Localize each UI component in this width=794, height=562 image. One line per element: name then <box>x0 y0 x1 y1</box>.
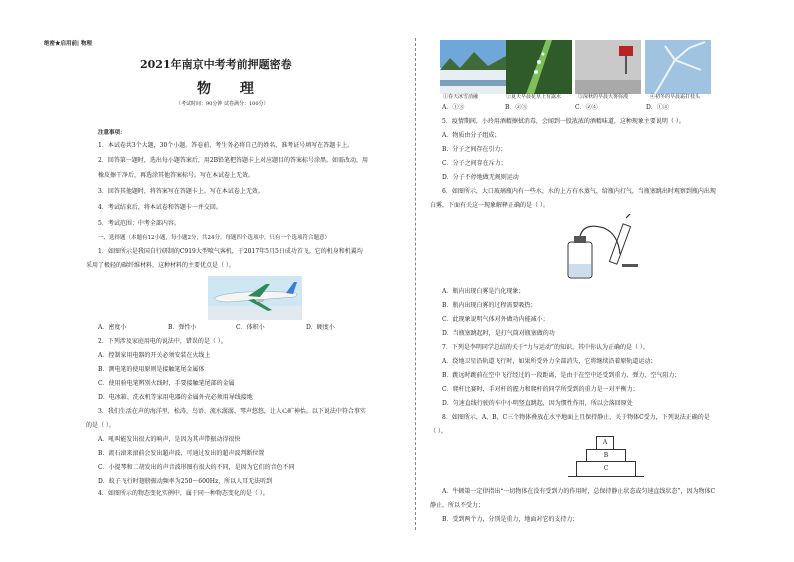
notes-title: 注意事项： <box>98 130 126 136</box>
question-line: B．瓶内出现白雾的过程需要吸热； <box>442 302 537 309</box>
question-line: 3．我们生活在声的海洋里，松涛、鸟语、流水潺潺、琴声悠悠，让人心旷神怡。以下说法中符合事实 <box>98 408 366 415</box>
question-line: 5．疫情期间，小玲用酒精擦拭消毒，会闻到一股浓浓的酒精味道，这种现象主要说明（ ）。 <box>442 118 685 125</box>
question-line: （ ）。 <box>430 428 447 435</box>
question-line: A．控制家用电器的开关必须安装在火线上 <box>98 352 211 359</box>
question-line: C．小提琴和二胡发出的声音波形图有很大的不同，是因为它们的音色不同 <box>98 464 295 471</box>
photo-caption: ④初冬的早晨霜打枝头 <box>650 94 701 100</box>
question-line: B．流石滚来滚前会发出超声波，可通过发出的超声波判断位置 <box>98 450 265 457</box>
photo-caption: ①春天冰雪消融 <box>443 94 479 100</box>
question-line: C．此现象说明气体对外做功内能减小； <box>442 316 549 323</box>
question-line: C．爬杆比赛时，手对杆的握力和爬杆的同学所受到的重力是一对平衡力； <box>442 386 639 393</box>
exam-info: （考试时间：90分钟 试卷满分：100分） <box>176 101 269 107</box>
question-line: D．匀速直线行驶的车中小明竖直跳起，因为惯性作用，所以会落回原处 <box>442 400 633 407</box>
photo-caption: ③深秋的早晨大雾弥漫 <box>578 94 629 100</box>
question-line: D．分子不停地做无规则运动 <box>442 174 519 181</box>
photo-dew <box>506 40 572 94</box>
header-tag: 绝密★启用前| 物理 <box>44 41 92 47</box>
q4-option-c: C．②④ <box>575 104 598 111</box>
note-line: 1．本试卷共3个大题，30个小题。答卷前，考生务必将自己的姓名、准考证号填写在答题卡上。 <box>98 142 354 149</box>
question-line: B．受到两个力，分别是重力，地面对它的支持力； <box>442 516 579 523</box>
question-line: A．物质由分子组成； <box>442 132 501 139</box>
exam-title: 2021年南京中考考前押题密卷 <box>140 58 292 71</box>
question-line: B．测电笔的使用原则是接触笔尾金属体 <box>98 366 205 373</box>
question-line: A．绕地卫星沿轨道飞行时，如果所受外力全部消失，它将继续沿着原轨道运动； <box>442 358 657 365</box>
ground-line <box>568 476 644 477</box>
question-line: D．当瓶塞跳起时，是打气筒对瓶塞做的功 <box>442 330 555 337</box>
note-line: 4．考试结束后，将本试卷和答题卡一并交回。 <box>98 204 222 211</box>
q4-option-a: A．①③ <box>442 104 465 111</box>
block-c: C <box>576 461 636 477</box>
block-b: B <box>586 449 626 462</box>
question-line: 8．如图所示，A、B、C三个物体叠放在水平地面上且保持静止，关于物体C受力，下列说法正确的是 <box>442 414 710 421</box>
question-line: 1．如图所示是我国自行研制的C919大型喷气客机，于2017年5月5日成功首飞。它的机身和机翼均 <box>98 248 363 255</box>
note-line: 5．考试范围：中考全部内容。 <box>98 220 180 227</box>
bottle-pump-diagram <box>560 214 650 282</box>
note-line: 3．回答其他题时，将答案写在答题卡上。写在本试卷上无效。 <box>98 188 264 195</box>
question-line: C．分子之间存在斥力； <box>442 160 507 167</box>
column-divider <box>415 38 416 530</box>
photo-fog <box>575 40 641 94</box>
question-line: 白雾，下面有关这一现象解释正确的是（ ）。 <box>430 202 549 209</box>
q4-option-b: B．②③ <box>505 104 528 111</box>
question-line: 2．下列涉及家庭用电的说法中，错误的是（ ）。 <box>98 338 227 345</box>
photo-caption: ②夏天早晨花草上有露水 <box>506 94 562 100</box>
question-line: B．跳远时跳前在空中飞行经过的一段距离，是由于在空中还受到重力、弹力、空气阻力； <box>442 372 681 379</box>
question-line: A．瓶内出现白雾是汽化现象； <box>442 288 525 295</box>
question-line: 静止，所以不受力； <box>430 502 485 509</box>
photo-frost <box>645 40 711 94</box>
question-line: D．蚊子飞行时翅膀振动频率为250～600Hz，所以人耳无法听到 <box>98 478 273 485</box>
question-line: 6．如图所示，大口玻璃瓶内有一些水，水的上方有水蒸气，给瓶内打气，当瓶塞跳出时观察到瓶内出现 <box>442 188 716 195</box>
section-heading: 一、选择题（本题有12小题，每小题2分，共24分。每题四个选项中，只有一个选项符合题意） <box>98 235 330 241</box>
q1-option-d: D．硬度小 <box>306 324 335 331</box>
photo-ice-melting <box>440 40 506 94</box>
q4-option-d: D．①④ <box>646 104 669 111</box>
q1-option-a: A．密度小 <box>98 324 127 331</box>
note-line: 橡皮擦干净后，再选涂其他答案标号。写在本试卷上无效。 <box>98 172 255 179</box>
question-line: 7．下列是李明同学总结的关于“力与运动”的知识，其中你认为正确的是（ ）。 <box>442 344 649 351</box>
question-line: 采用了极轻的碳纤维材料，这种材料的主要优点是（ ）。 <box>86 262 235 269</box>
airplane-image <box>208 276 302 320</box>
q1-option-c: C．体积小 <box>236 324 265 331</box>
question-line: 4．如图所示的物态变化实例中，属于同一种物态变化的是（ ）。 <box>98 490 269 497</box>
question-line: 的是（ ）。 <box>86 422 115 429</box>
question-line: D．电冰箱、洗衣机等家用电器的金属外壳必须用导线接地 <box>98 394 253 401</box>
subject-title: 物 理 <box>197 81 266 97</box>
stacked-blocks-diagram <box>568 436 648 480</box>
q1-option-b: B．弹性小 <box>168 324 197 331</box>
note-line: 2．回答第一题时，选出每小题答案后，用2B铅笔把答题卡上对应题目的答案标号涂黑。如需改动，用 <box>98 157 369 164</box>
question-line: A．牛顿第一定律指出“一切物体在没有受到力的作用时，总保持静止状态或匀速直线状态”，因为物体C <box>442 488 716 495</box>
question-line: A．吼叫能发出很大的响声，是因为其声带振动得很快 <box>98 436 241 443</box>
block-a: A <box>596 436 614 450</box>
question-line: C．使用验电笔辨别火线时，手要接触笔尾部的金属 <box>98 380 235 387</box>
question-line: B．分子之间存在引力； <box>442 146 507 153</box>
